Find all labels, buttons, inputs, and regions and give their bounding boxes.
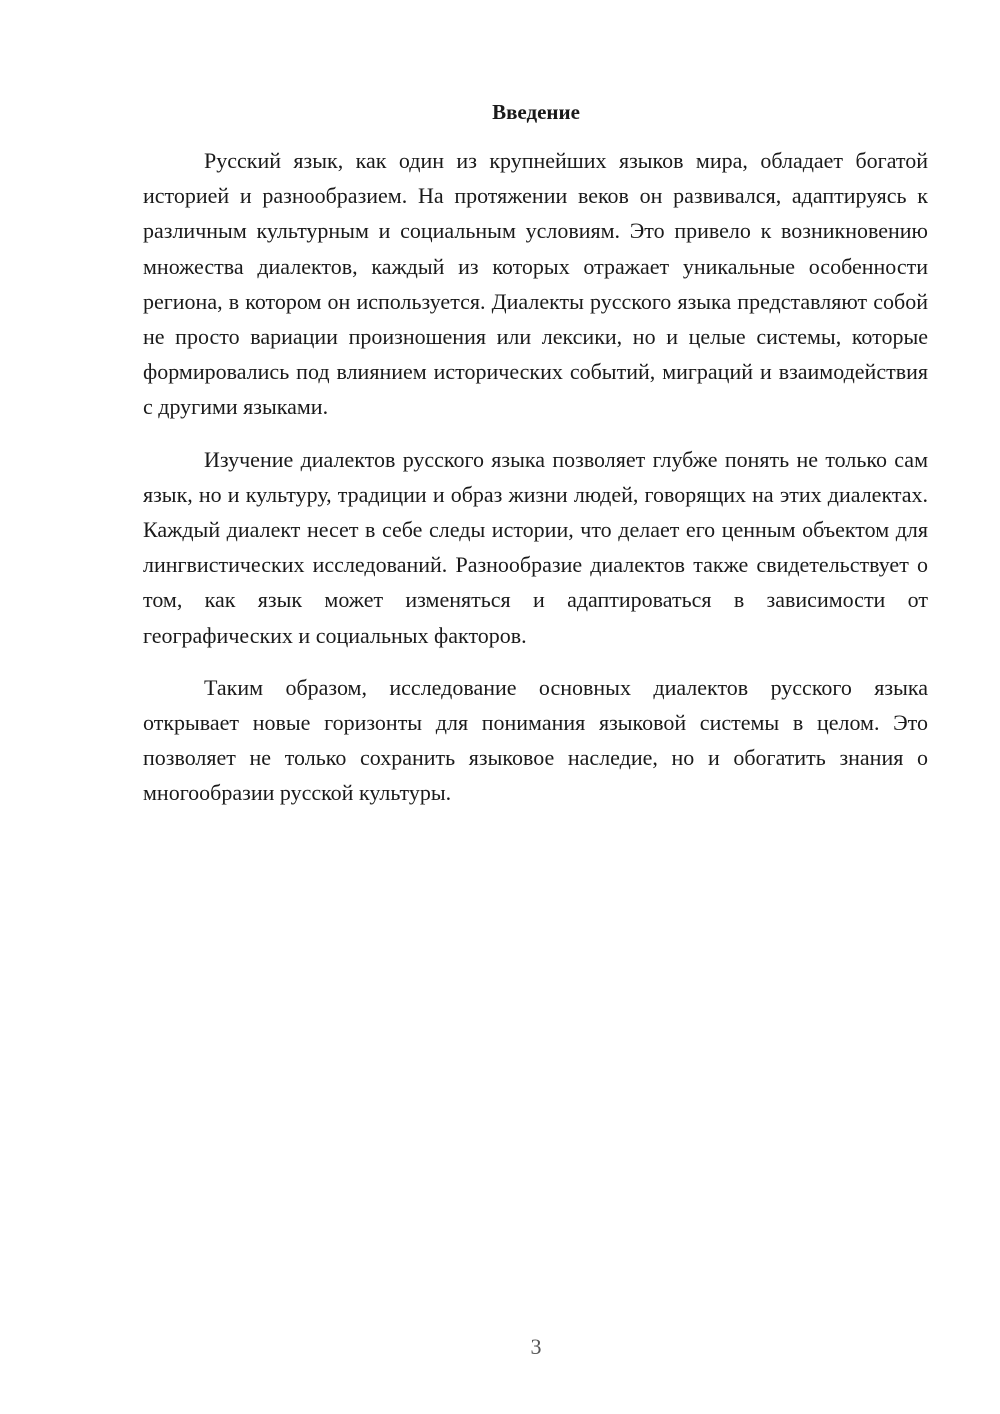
paragraph: Русский язык, как один из крупнейших языков мира, обладает богатой историей и разнообразием. На протяжении веков он развивался, адаптируясь к различным культурным и социальным условиям. Это привело к возникновению множества диалектов, каждый из которых отражает уникальные особенности региона, в котором он используется. Диалекты русского языка представляют собой не просто вариации произношения или лексики, но и целые системы, которые формировались под влиянием исторических событий, миграций и взаимодействия с другими языками. bbox=[143, 148, 928, 420]
section-heading: Введение bbox=[492, 100, 580, 124]
paragraph: Изучение диалектов русского языка позволяет глубже понять не только сам язык, но и культуру, традиции и образ жизни людей, говорящих на этих диалектах. Каждый диалект несет в себе следы истории, что делает его ценным объектом для лингвистических исследований. Разнообразие диалектов также свидетельствует о том, как язык может изменяться и адаптироваться в зависимости от географических и социальных факторов. bbox=[143, 446, 928, 648]
page-number: 3 bbox=[530, 1334, 542, 1359]
body-text bbox=[143, 143, 928, 828]
paragraph: Таким образом, исследование основных диалектов русского языка открывает новые горизонты для понимания языковой системы в целом. Это позволяет не только сохранить языковое наследие, но и обогатить знания о многообразии русской культуры. bbox=[143, 674, 928, 806]
